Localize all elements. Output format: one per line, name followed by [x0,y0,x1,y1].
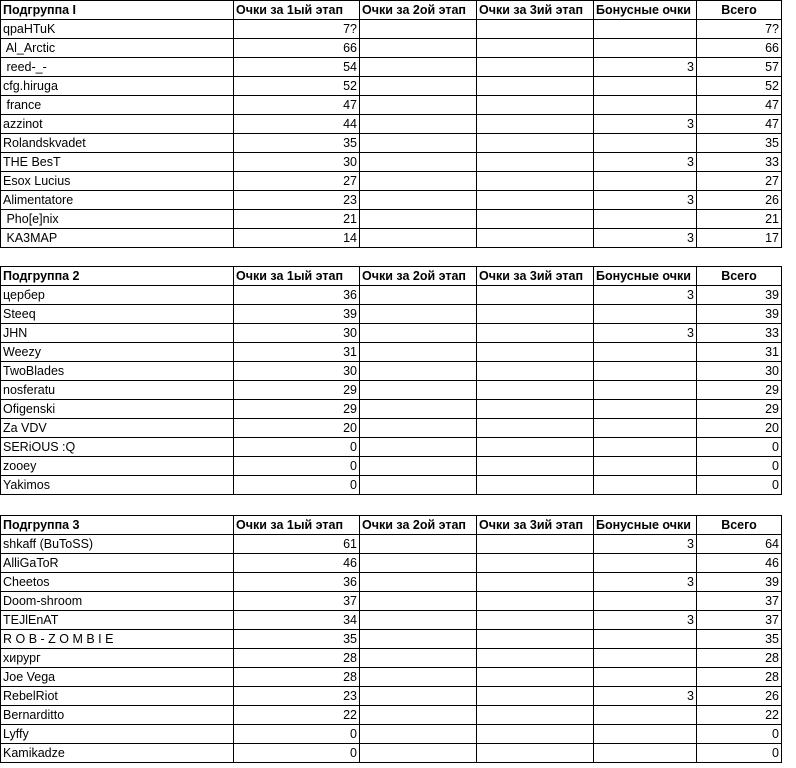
total-score: 47 [697,115,782,134]
stage1-score: 0 [234,476,360,495]
stage3-score [477,39,594,58]
bonus-score [594,592,697,611]
table-row [1,172,782,191]
group-title: Подгруппа 3 [1,516,234,535]
player-name: Weezy [1,343,234,362]
total-score: 64 [697,535,782,554]
table-row [1,305,782,324]
table-row [1,649,782,668]
bonus-score: 3 [594,229,697,248]
stage2-score [360,438,477,457]
bonus-score [594,476,697,495]
stage2-score [360,419,477,438]
total-score: 22 [697,706,782,725]
stage3-score [477,305,594,324]
stage1-score: 27 [234,172,360,191]
total-score: 35 [697,134,782,153]
stage1-score: 7? [234,20,360,39]
bonus-score [594,668,697,687]
score-table [0,266,782,495]
stage2-score [360,476,477,495]
stage1-score: 31 [234,343,360,362]
total-score: 0 [697,438,782,457]
stage2-score [360,286,477,305]
table-row [1,362,782,381]
subgroup-1-table [0,0,782,248]
stage3-score [477,630,594,649]
stage1-score: 47 [234,96,360,115]
player-name: Kamikadze [1,744,234,763]
total-score: 35 [697,630,782,649]
bonus-score [594,457,697,476]
bonus-score [594,39,697,58]
bonus-score [594,381,697,400]
stage2-score [360,210,477,229]
column-header: Очки за 2ой этап [360,1,477,20]
total-score: 39 [697,573,782,592]
stage2-score [360,77,477,96]
header-row [1,267,782,286]
total-score: 33 [697,324,782,343]
total-score: 0 [697,744,782,763]
stage1-score: 30 [234,362,360,381]
stage2-score [360,457,477,476]
bonus-score: 3 [594,58,697,77]
column-header: Всего [697,516,782,535]
stage2-score [360,687,477,706]
stage3-score [477,362,594,381]
player-name: TEJlEnAT [1,611,234,630]
bonus-score [594,400,697,419]
total-score: 27 [697,172,782,191]
player-name: Rolandskvadet [1,134,234,153]
table-row [1,115,782,134]
stage1-score: 35 [234,134,360,153]
table-row [1,134,782,153]
stage3-score [477,668,594,687]
stage2-score [360,611,477,630]
stage3-score [477,134,594,153]
table-row [1,20,782,39]
stage2-score [360,630,477,649]
stage3-score [477,286,594,305]
bonus-score [594,343,697,362]
stage1-score: 34 [234,611,360,630]
table-row [1,438,782,457]
total-score: 28 [697,668,782,687]
player-name: Al_Arctic [1,39,234,58]
stage2-score [360,172,477,191]
player-name: Bernarditto [1,706,234,725]
total-score: 57 [697,58,782,77]
player-name: цербер [1,286,234,305]
stage3-score [477,649,594,668]
stage2-score [360,573,477,592]
table-row [1,229,782,248]
player-name: Doom-shroom [1,592,234,611]
column-header: Бонусные очки [594,267,697,286]
stage1-score: 28 [234,668,360,687]
bonus-score [594,744,697,763]
total-score: 0 [697,457,782,476]
bonus-score [594,96,697,115]
total-score: 7? [697,20,782,39]
total-score: 37 [697,611,782,630]
bonus-score [594,706,697,725]
stage2-score [360,229,477,248]
total-score: 17 [697,229,782,248]
stage3-score [477,744,594,763]
stage3-score [477,706,594,725]
column-header: Очки за 2ой этап [360,516,477,535]
stage2-score [360,649,477,668]
stage3-score [477,400,594,419]
table-row [1,419,782,438]
table-row [1,573,782,592]
stage2-score [360,305,477,324]
stage3-score [477,573,594,592]
column-header: Бонусные очки [594,1,697,20]
stage2-score [360,191,477,210]
stage3-score [477,96,594,115]
stage3-score [477,457,594,476]
player-name: TwoBlades [1,362,234,381]
bonus-score [594,649,697,668]
stage2-score [360,744,477,763]
table-row [1,324,782,343]
total-score: 39 [697,286,782,305]
player-name: cfg.hiruga [1,77,234,96]
bonus-score: 3 [594,286,697,305]
player-name: JHN [1,324,234,343]
stage3-score [477,153,594,172]
stage3-score [477,115,594,134]
bonus-score: 3 [594,153,697,172]
player-name: Cheetos [1,573,234,592]
stage1-score: 0 [234,457,360,476]
player-name: azzinot [1,115,234,134]
bonus-score [594,77,697,96]
stage3-score [477,20,594,39]
stage3-score [477,58,594,77]
stage1-score: 0 [234,744,360,763]
column-header: Очки за 1ый этап [234,516,360,535]
stage2-score [360,725,477,744]
stage3-score [477,419,594,438]
stage1-score: 44 [234,115,360,134]
total-score: 26 [697,191,782,210]
bonus-score: 3 [594,324,697,343]
player-name: Alimentatore [1,191,234,210]
bonus-score: 3 [594,115,697,134]
stage3-score [477,210,594,229]
stage3-score [477,438,594,457]
score-table [0,515,782,763]
table-row [1,592,782,611]
stage1-score: 35 [234,630,360,649]
total-score: 0 [697,725,782,744]
stage1-score: 29 [234,400,360,419]
player-name: zooey [1,457,234,476]
table-row [1,476,782,495]
player-name: Ofigenski [1,400,234,419]
bonus-score: 3 [594,573,697,592]
stage3-score [477,77,594,96]
table-row [1,96,782,115]
table-row [1,153,782,172]
stage2-score [360,39,477,58]
stage1-score: 39 [234,305,360,324]
table-row [1,191,782,210]
stage3-score [477,191,594,210]
column-header: Очки за 3ий этап [477,516,594,535]
table-row [1,725,782,744]
total-score: 39 [697,305,782,324]
stage1-score: 0 [234,438,360,457]
table-row [1,535,782,554]
stage1-score: 29 [234,381,360,400]
total-score: 66 [697,39,782,58]
table-row [1,706,782,725]
subgroup-3-table [0,515,782,763]
player-name: Yakimos [1,476,234,495]
stage2-score [360,535,477,554]
player-name: Za VDV [1,419,234,438]
stage2-score [360,706,477,725]
stage2-score [360,400,477,419]
bonus-score [594,438,697,457]
stage1-score: 21 [234,210,360,229]
stage3-score [477,592,594,611]
player-name: shkaff (BuToSS) [1,535,234,554]
bonus-score: 3 [594,535,697,554]
stage2-score [360,343,477,362]
group-title: Подгруппа 2 [1,267,234,286]
total-score: 0 [697,476,782,495]
group-title: Подгруппа I [1,1,234,20]
column-header: Очки за 3ий этап [477,267,594,286]
stage1-score: 36 [234,286,360,305]
bonus-score: 3 [594,611,697,630]
table-row [1,210,782,229]
stage1-score: 36 [234,573,360,592]
player-name: KA3MAP [1,229,234,248]
table-row [1,744,782,763]
total-score: 29 [697,400,782,419]
player-name: AlliGaToR [1,554,234,573]
stage1-score: 46 [234,554,360,573]
stage1-score: 20 [234,419,360,438]
player-name: SERiOUS :Q [1,438,234,457]
table-row [1,630,782,649]
stage1-score: 30 [234,324,360,343]
bonus-score [594,172,697,191]
stage2-score [360,362,477,381]
column-header: Очки за 2ой этап [360,267,477,286]
total-score: 46 [697,554,782,573]
header-row [1,516,782,535]
table-row [1,611,782,630]
bonus-score [594,419,697,438]
stage3-score [477,535,594,554]
player-name: Joe Vega [1,668,234,687]
table-row [1,554,782,573]
stage3-score [477,476,594,495]
total-score: 26 [697,687,782,706]
player-name: R O B - Z O M B I E [1,630,234,649]
bonus-score [594,20,697,39]
player-name: reed-_- [1,58,234,77]
total-score: 37 [697,592,782,611]
stage2-score [360,592,477,611]
bonus-score [594,725,697,744]
total-score: 33 [697,153,782,172]
total-score: 28 [697,649,782,668]
stage2-score [360,668,477,687]
table-row [1,39,782,58]
header-row [1,1,782,20]
player-name: Esox Lucius [1,172,234,191]
stage3-score [477,687,594,706]
column-header: Всего [697,267,782,286]
table-row [1,58,782,77]
stage1-score: 23 [234,687,360,706]
stage2-score [360,153,477,172]
stage3-score [477,229,594,248]
stage2-score [360,58,477,77]
bonus-score: 3 [594,687,697,706]
stage3-score [477,324,594,343]
table-row [1,457,782,476]
score-table [0,0,782,248]
bonus-score [594,134,697,153]
stage3-score [477,381,594,400]
player-name: Pho[e]nix [1,210,234,229]
stage1-score: 22 [234,706,360,725]
stage2-score [360,554,477,573]
column-header: Очки за 3ий этап [477,1,594,20]
stage3-score [477,554,594,573]
total-score: 52 [697,77,782,96]
total-score: 21 [697,210,782,229]
column-header: Бонусные очки [594,516,697,535]
stage1-score: 61 [234,535,360,554]
stage3-score [477,725,594,744]
column-header: Очки за 1ый этап [234,1,360,20]
total-score: 47 [697,96,782,115]
player-name: хирург [1,649,234,668]
stage1-score: 14 [234,229,360,248]
player-name: Lyffy [1,725,234,744]
player-name: THE BesT [1,153,234,172]
total-score: 31 [697,343,782,362]
table-row [1,286,782,305]
bonus-score [594,554,697,573]
bonus-score [594,210,697,229]
stage1-score: 66 [234,39,360,58]
total-score: 30 [697,362,782,381]
stage2-score [360,134,477,153]
total-score: 20 [697,419,782,438]
stage3-score [477,611,594,630]
stage3-score [477,172,594,191]
stage2-score [360,324,477,343]
player-name: france [1,96,234,115]
player-name: Steeq [1,305,234,324]
table-row [1,343,782,362]
table-row [1,400,782,419]
table-row [1,668,782,687]
stage3-score [477,343,594,362]
table-row [1,381,782,400]
bonus-score [594,305,697,324]
stage2-score [360,96,477,115]
player-name: RebelRiot [1,687,234,706]
bonus-score: 3 [594,191,697,210]
column-header: Всего [697,1,782,20]
stage1-score: 54 [234,58,360,77]
stage1-score: 0 [234,725,360,744]
bonus-score [594,362,697,381]
stage1-score: 30 [234,153,360,172]
bonus-score [594,630,697,649]
player-name: nosferatu [1,381,234,400]
player-name: qpaHTuK [1,20,234,39]
stage1-score: 23 [234,191,360,210]
table-row [1,687,782,706]
stage1-score: 52 [234,77,360,96]
total-score: 29 [697,381,782,400]
column-header: Очки за 1ый этап [234,267,360,286]
stage1-score: 28 [234,649,360,668]
subgroup-2-table [0,266,782,495]
stage2-score [360,381,477,400]
table-row [1,77,782,96]
stage1-score: 37 [234,592,360,611]
stage2-score [360,115,477,134]
stage2-score [360,20,477,39]
